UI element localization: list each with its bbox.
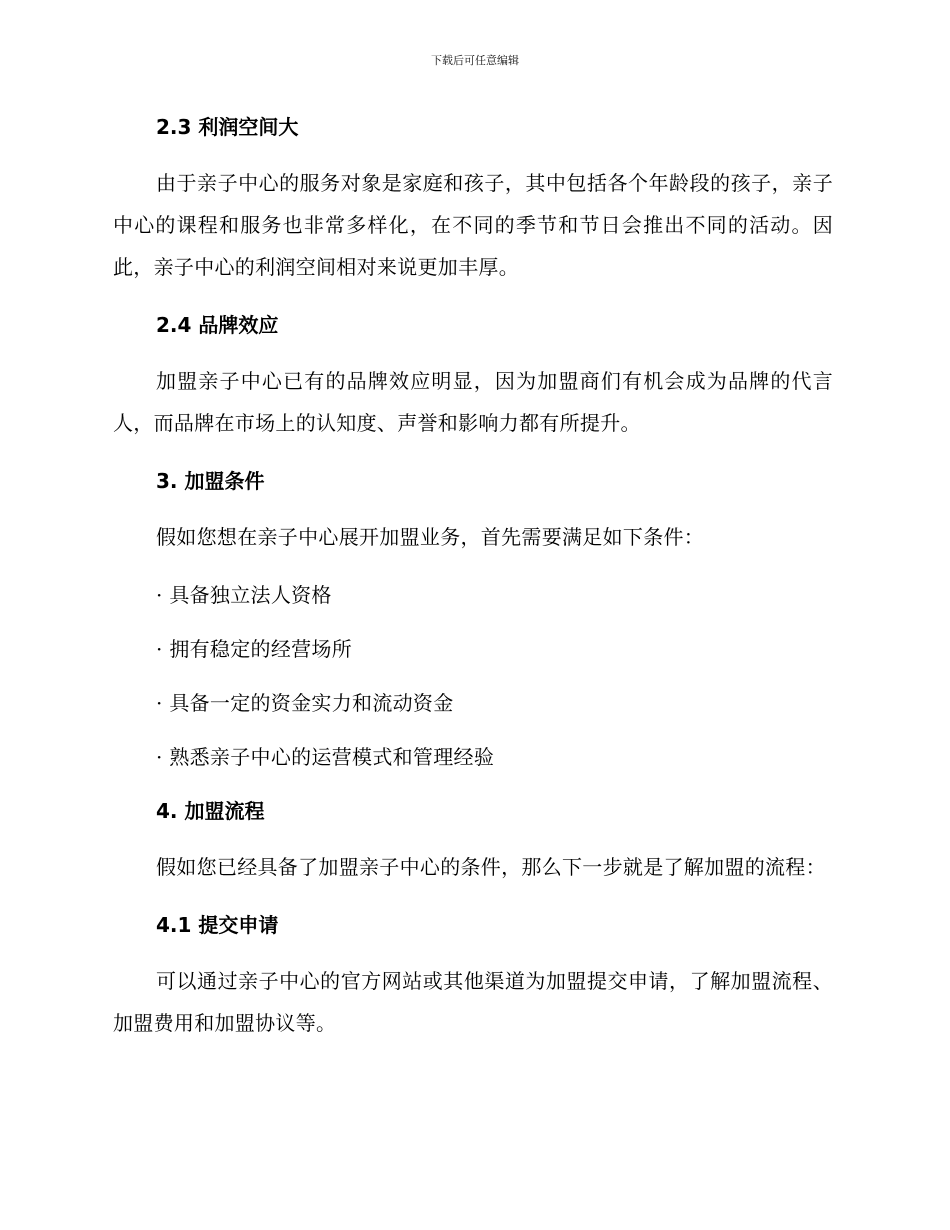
- list-item: · 拥有稳定的经营场所: [156, 637, 353, 661]
- paragraph-3: 假如您想在亲子中心展开加盟业务，首先需要满足如下条件：: [156, 525, 705, 549]
- section-heading-2-4: 2.4 品牌效应: [156, 313, 279, 337]
- paragraph-4-1: 可以通过亲子中心的官方网站或其他渠道为加盟提交申请，了解加盟流程、加盟费用和加盟协议等。: [113, 969, 833, 1035]
- document-body: [113, 110, 833, 1044]
- section-heading-4: 4. 加盟流程: [156, 799, 265, 823]
- paragraph-2-3: 由于亲子中心的服务对象是家庭和孩子，其中包括各个年龄段的孩子，亲子中心的课程和服务也非常多样化，在不同的季节和节日会推出不同的活动。因此，亲子中心的利润空间相对来说更加丰厚。: [113, 171, 833, 279]
- paragraph-2-4: 加盟亲子中心已有的品牌效应明显，因为加盟商们有机会成为品牌的代言人，而品牌在市场上的认知度、声誉和影响力都有所提升。: [113, 369, 833, 435]
- section-heading-4-1: 4.1 提交申请: [156, 913, 279, 937]
- paragraph-4: 假如您已经具备了加盟亲子中心的条件，那么下一步就是了解加盟的流程：: [156, 855, 826, 879]
- list-item: · 具备一定的资金实力和流动资金: [156, 691, 454, 715]
- header-note: 下载后可任意编辑: [431, 54, 519, 67]
- section-heading-2-3: 2.3 利润空间大: [156, 115, 299, 139]
- list-item: · 具备独立法人资格: [156, 583, 332, 607]
- section-heading-3: 3. 加盟条件: [156, 469, 265, 493]
- list-item: · 熟悉亲子中心的运营模式和管理经验: [156, 745, 495, 769]
